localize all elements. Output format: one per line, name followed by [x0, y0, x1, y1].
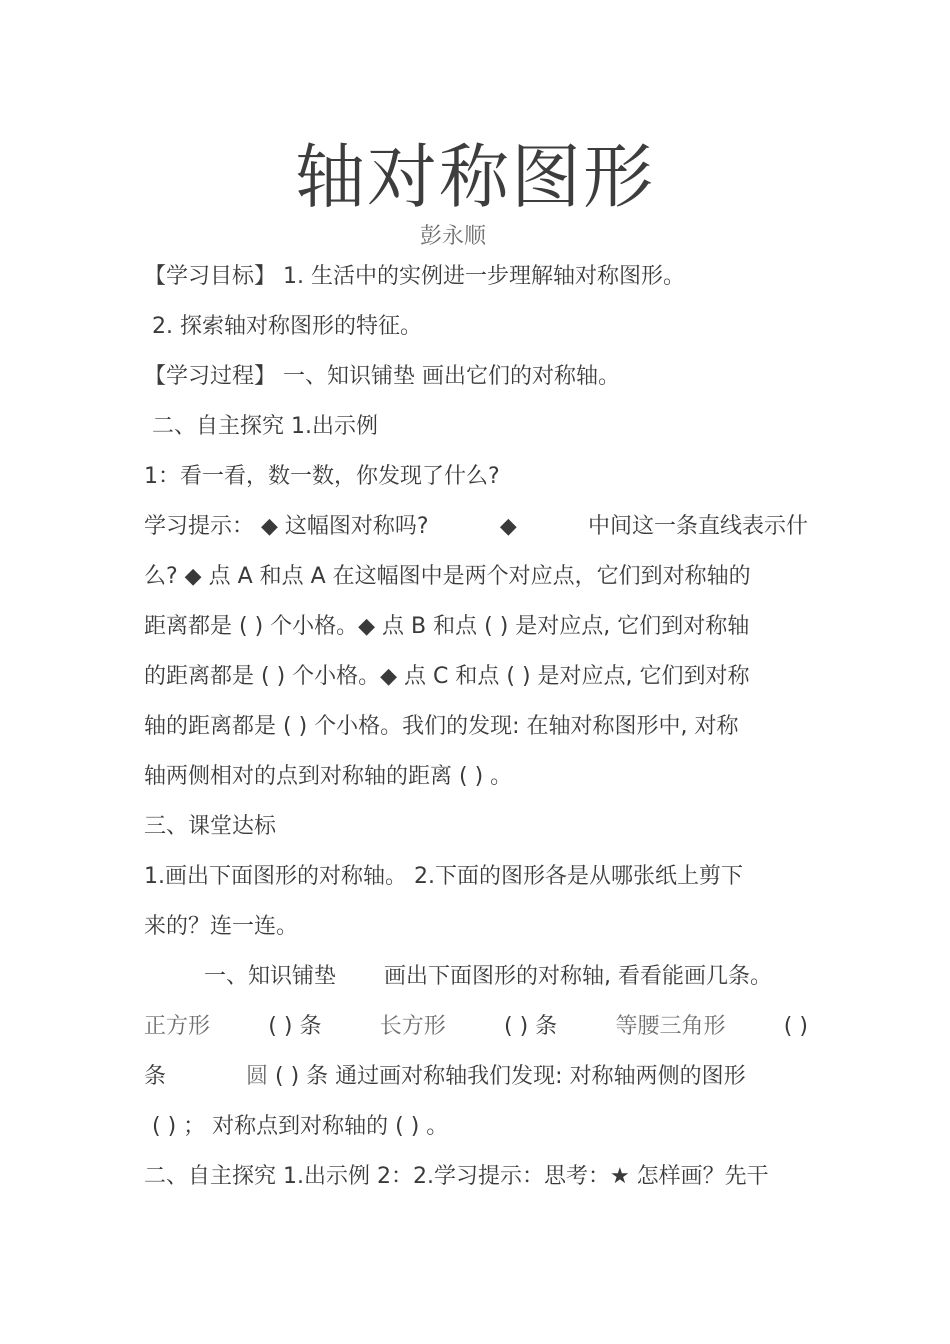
paragraph-line: 的距离都是 ( ) 个小格。◆ 点 C 和点 ( ) 是对应点, 它们到对称	[144, 664, 750, 689]
shape-square: 正方形	[144, 1014, 211, 1039]
learning-process-line: 【学习过程】 一、知识铺垫 画出它们的对称轴。	[144, 364, 620, 389]
paragraph-line: 距离都是 ( ) 个小格。◆ 点 B 和点 ( ) 是对应点, 它们到对称轴	[144, 614, 750, 639]
shapes-line	[144, 1002, 808, 1052]
document-title: 轴对称图形	[295, 136, 655, 218]
knowledge-prep-heading: 一、知识铺垫	[204, 964, 337, 989]
paragraph-line: 轴的距离都是 ( ) 个小格。我们的发现: 在轴对称图形中, 对称	[144, 714, 739, 739]
unit-text: 条	[144, 1064, 167, 1089]
knowledge-prep-line	[144, 952, 808, 1002]
blank-rectangle: ( ) 条	[504, 1014, 558, 1039]
knowledge-prep-task: 画出下面图形的对称轴, 看看能画几条。	[384, 964, 773, 989]
shapes-line-2	[144, 1052, 808, 1102]
learning-goal-line: 【学习目标】 1. 生活中的实例进一步理解轴对称图形。	[144, 264, 685, 289]
section-heading-practice: 三、课堂达标	[144, 814, 277, 839]
shape-isosceles-triangle: 等腰三角形	[615, 1014, 726, 1039]
shape-rectangle: 长方形	[379, 1014, 446, 1039]
practice-line: 1.画出下面图形的对称轴。 2.下面的图形各是从哪张纸上剪下	[144, 864, 743, 889]
document-body	[144, 252, 808, 1202]
self-explore-line: 二、自主探究 1.出示例	[152, 414, 378, 439]
circle-blank-text: ( ) 条 通过画对称轴我们发现: 对称轴两侧的图形	[275, 1064, 746, 1089]
hint-text-1: 学习提示： ◆ 这幅图对称吗?	[144, 514, 429, 539]
example-question: 1：看一看，数一数，你发现了什么?	[144, 464, 500, 489]
hint-text-2: 中间这一条直线表示什	[587, 514, 808, 539]
hint-line	[144, 502, 808, 552]
paragraph-line: 轴两侧相对的点到对称轴的距离 ( ) 。	[144, 764, 513, 789]
shape-circle: 圆	[246, 1064, 269, 1089]
paragraph-line: 么? ◆ 点 A 和点 A 在这幅图中是两个对应点，它们到对称轴的	[144, 564, 751, 589]
hint-diamond: ◆	[499, 514, 517, 539]
discovery-line: ( ) ； 对称点到对称轴的 ( ) 。	[152, 1114, 449, 1139]
learning-goal-2: 2. 探索轴对称图形的特征。	[152, 314, 422, 339]
self-explore-2-line: 二、自主探究 1.出示例 2：2.学习提示：思考：★ 怎样画？先干	[144, 1164, 769, 1189]
author-name: 彭永顺	[419, 224, 486, 249]
blank-triangle: ( )	[783, 1014, 808, 1039]
blank-square: ( ) 条	[268, 1014, 322, 1039]
practice-line: 来的？连一连。	[144, 914, 299, 939]
